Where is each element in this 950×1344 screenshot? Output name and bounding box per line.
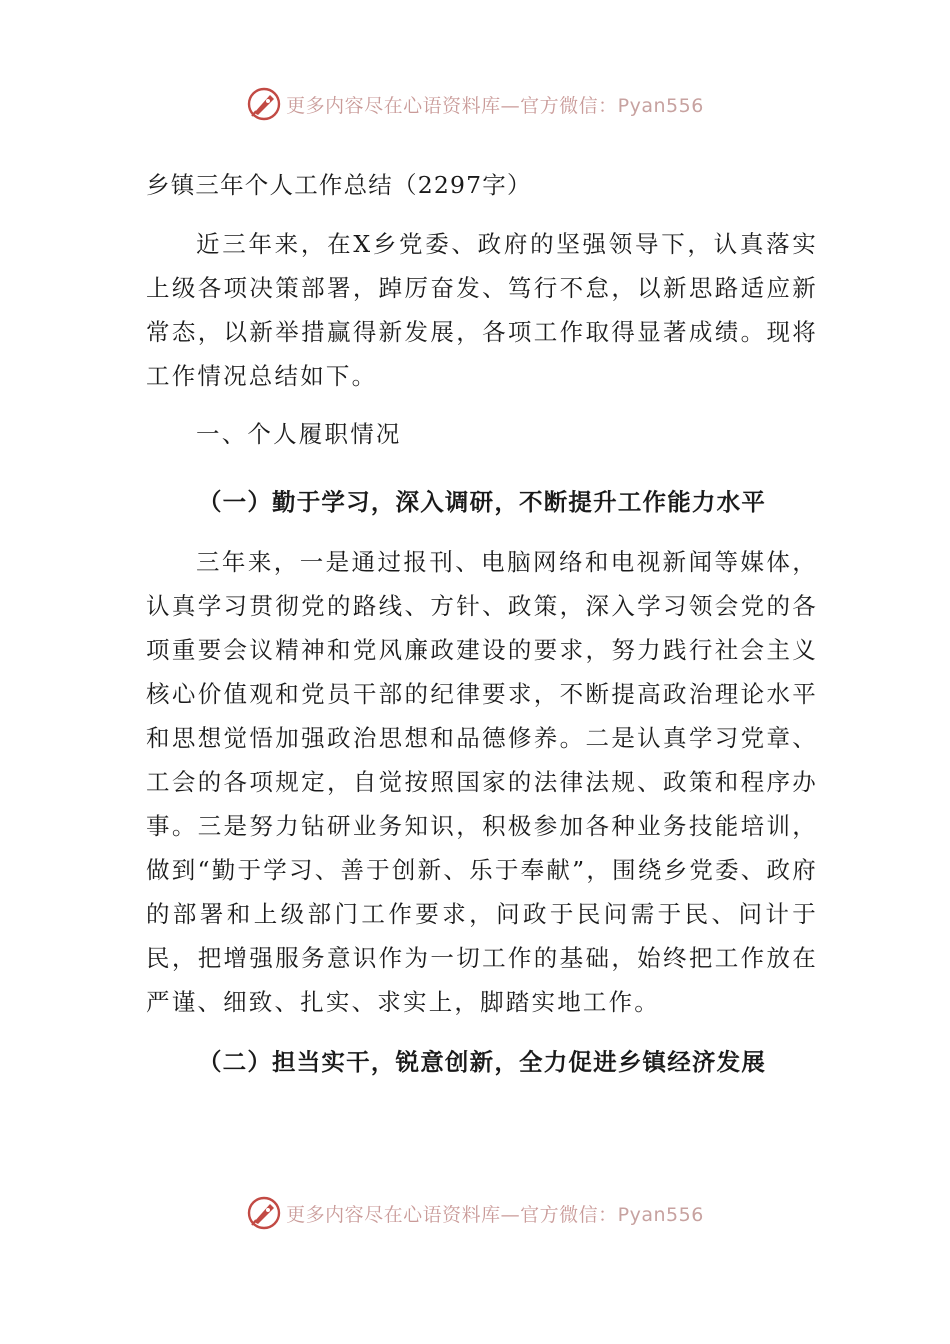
wechat-id: Pyan556: [617, 1203, 704, 1226]
wechat-id: Pyan556: [617, 94, 704, 117]
subsection-heading-2: （二）担当实干，锐意创新，全力促进乡镇经济发展: [197, 1047, 767, 1076]
intro-paragraph: 近三年来，在X乡党委、政府的坚强领导下，认真落实上级各项决策部署，踔厉奋发、笃行不怠，以新思路适应新常态，以新举措赢得新发展，各项工作取得显著成绩。现将工作情况总结如下。: [146, 230, 818, 390]
watermark-banner-top: [0, 84, 950, 124]
document-title: 乡镇三年个人工作总结（2297字）: [146, 171, 532, 199]
watermark-banner-bottom: [0, 1193, 950, 1233]
pen-nib-logo-icon: [246, 1195, 282, 1231]
pen-nib-logo-icon: [246, 86, 282, 122]
subsection-1-body: 三年来，一是通过报刊、电脑网络和电视新闻等媒体，认真学习贯彻党的路线、方针、政策，深入学习领会党的各项重要会议精神和党风廉政建设的要求，努力践行社会主义核心价值观和党员干部的纪律要求，不断提高政治理论水平和思想觉悟加强政治思想和品德修养。二是认真学习党章、工会的各项规定，自觉按照国家的法律法规、政策和程序办事。三是努力钻研业务知识，积极参加各种业务技能培训，做到“勤于学习、善于创新、乐于奉献”，围绕乡党委、政府的部署和上级部门工作要求，问政于民问需于民、问计于民，把增强服务意识作为一切工作的基础，始终把工作放在严谨、细致、扎实、求实上，脚踏实地工作。: [146, 547, 818, 1016]
subsection-heading-1: （一）勤于学习，深入调研，不断提升工作能力水平: [197, 487, 767, 516]
watermark-text: 更多内容尽在心语资料库—官方微信：Pyan556: [286, 94, 704, 117]
document-body: [146, 163, 818, 1107]
section-heading: 一、个人履职情况: [196, 420, 402, 448]
watermark-text: 更多内容尽在心语资料库—官方微信：Pyan556: [286, 1203, 704, 1226]
